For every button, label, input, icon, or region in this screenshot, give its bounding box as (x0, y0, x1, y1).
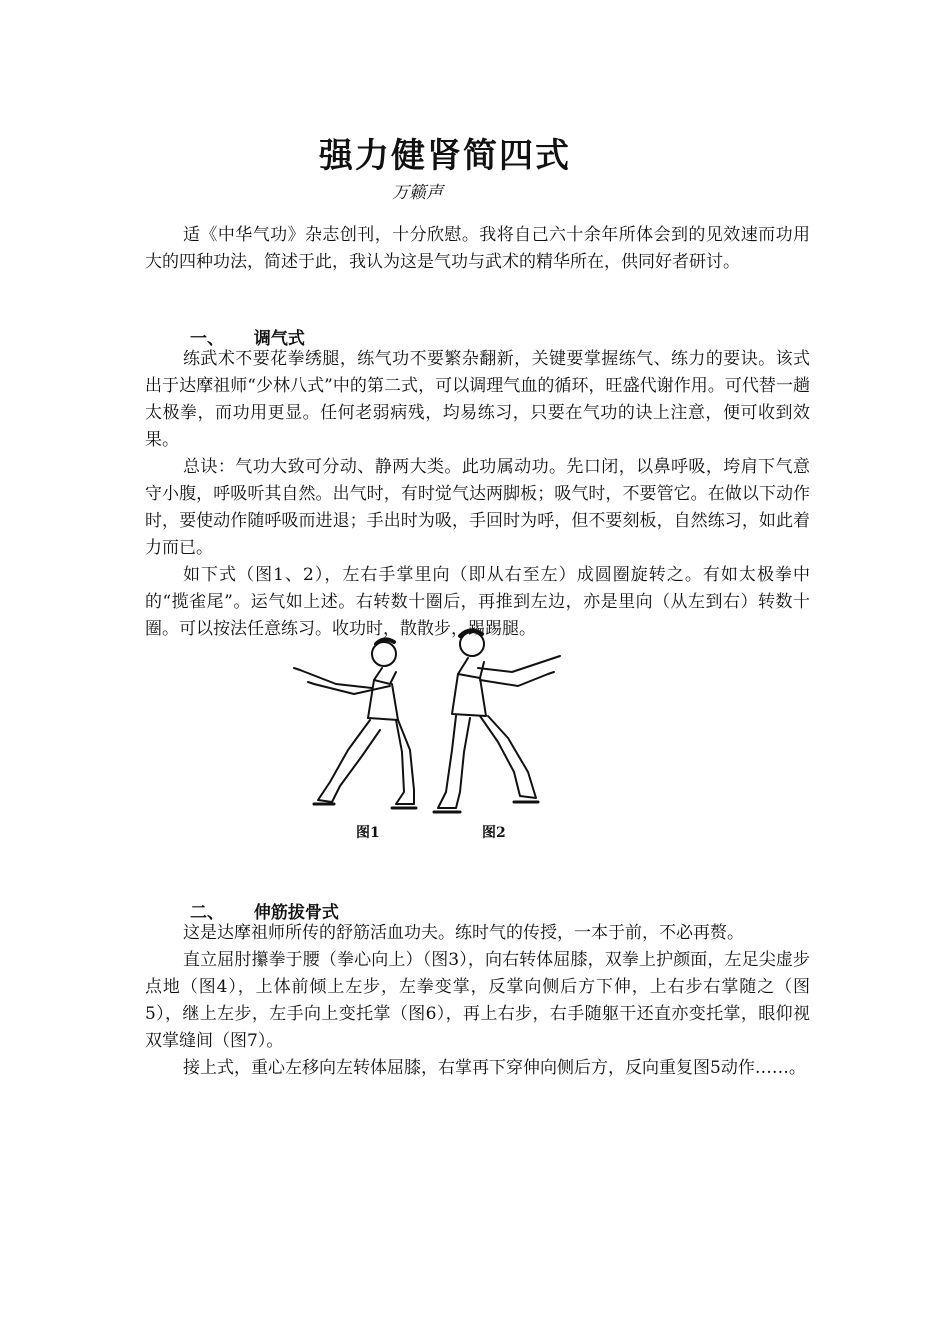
section-1-paragraph: 总诀：气功大致可分动、静两大类。此功属动功。先口闭，以鼻呼吸，垮肩下气意守小腹，呼吸听其自然。出气时，有时觉气达两脚板；吸气时，不要管它。在做以下动作时，要使动作随呼吸而进退；手出时为吸，手回时为呼，但不要刻板，自然练习，如此着力而已。 (145, 457, 810, 558)
figure-2-caption: 图2 (482, 825, 506, 841)
figure-2-person (434, 630, 560, 812)
figure-1-caption: 图1 (356, 825, 380, 841)
intro-paragraph-block (145, 222, 810, 276)
section-2-number: 二、 (190, 903, 224, 923)
section-1-paragraph: 如下式（图1、2），左右手掌里向（即从右至左）成圆圈旋转之。有如太极拳中的“揽雀尾”。运气如上述。右转数十圈后，再推到左边，亦是里向（从左到右）转数十圈。可以按法任意练习。收功时，散散步，踢踢腿。 (145, 565, 810, 639)
section-1-body (145, 346, 810, 643)
section-1-title: 调气式 (253, 329, 305, 349)
section-2-body (145, 920, 810, 1082)
exercise-figure-illustration (292, 622, 572, 844)
section-1-number: 一、 (190, 329, 224, 349)
section-2-paragraph: 这是达摩祖师所传的舒筋活血功夫。练时气的传授，一本于前，不必再赘。 (183, 923, 744, 943)
author-name: 万籁声 (392, 183, 443, 203)
page-title: 强力健肾简四式 (319, 136, 571, 176)
section-2-paragraph: 直立屈肘攥拳于腰（拳心向上）（图3），向右转体屈膝，双拳上护颜面，左足尖虚步点地（图4），上体前倾上左步，左拳变掌，反掌向侧后方下伸，上右步右掌随之（图5），继上左步，左手向上变托掌（图6），再上右步，右手随躯干还直亦变托掌，眼仰视双掌缝间（图7）。 (145, 950, 810, 1051)
section-2-title: 伸筋拔骨式 (253, 903, 339, 923)
section-2-paragraph: 接上式，重心左移向左转体屈膝，右掌再下穿伸向侧后方，反向重复图5动作……。 (183, 1058, 806, 1078)
figure-1-person (294, 639, 416, 808)
intro-paragraph: 适《中华气功》杂志创刊，十分欣慰。我将自己六十余年所体会到的见效速而功用大的四种功法，简述于此，我认为这是气功与武术的精华所在，供同好者研讨。 (145, 225, 810, 272)
section-1-paragraph: 练武术不要花拳绣腿，练气功不要繁杂翻新，关键要掌握练气、练力的要诀。该式出于达摩祖师“少林八式”中的第二式，可以调理气血的循环，旺盛代谢作用。可代替一趟太极拳，而功用更显。任何老弱病残，均易练习，只要在气功的诀上注意，便可收到效果。 (145, 349, 810, 450)
